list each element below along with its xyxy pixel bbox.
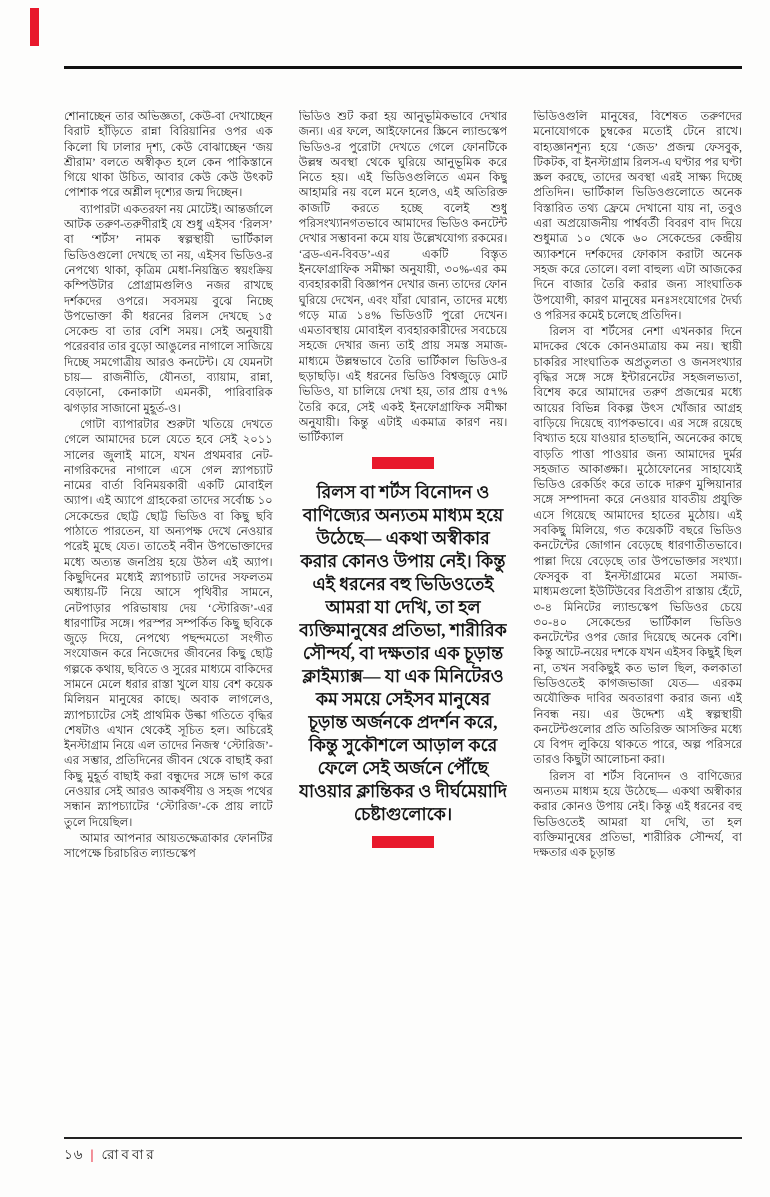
page-number: ১৬ [64,1147,84,1162]
pull-quote [299,457,508,848]
page-footer [64,1144,157,1167]
paragraph: রিলস বা শর্টস বিনোদন ও বাণিজ্যের অন্যতম মাধ্যম হয়ে উঠেছে— একথা অস্বীকার করার কোনও উপায় নেই। কিন্তু এই ধরনের বহু ভিডিওতেই আমরা যা দেখি, তা হল ব্যক্তিমানুষের প্রতিভা, শারীরিক সৌন্দর্য, বা দক্ষতার এক চূড়ান্ত [533,770,743,860]
pull-quote-top-bar [372,457,434,469]
paragraph: ভিডিওগুলি মানুষের, বিশেষত তরুণদের মনোযোগকে চুম্বকের মতোই টেনে রাখে। বাহ্যজ্ঞানশূন্য হয়ে ‘জেড’ প্রজন্ম ফেসবুক, টিকটক, বা ইনস্টাগ্রাম রিলস-এ ঘণ্টার পর ঘণ্টা স্ক্রল করছে, তাদের অবস্থা এরই সাক্ষ্য দিচ্ছে প্রতিদিন। ভার্টিকাল ভিডিওগুলোতে অনেক বিস্তারিত তথ্য ফ্রেমে দেখানো যায় না, তবুও এরা অপ্রয়োজনীয় পার্শ্ববর্তী বিবরণ বাদ দিয়ে শুধুমাত্র ১০ থেকে ৬০ সেকেন্ডের কেন্দ্রীয় অ্যাকশনে দর্শকদের ফোকাস করাটা অনেক সহজ করে তোলে। বলা বাহুল্য এটা আজকের দিনে বাজার তৈরি করার জন্য সাংঘাতিক উপযোগী, কারণ মানুষের মনঃসংযোগের দৈর্ঘ্য ও পরিসর কমেই চলেছে প্রতিদিন। [533,111,743,322]
bottom-rule [64,1137,742,1139]
column-3 [533,110,742,1127]
paragraph: আমার আপনার আয়তক্ষেত্রাকার ফোনটির সাপেক্ষে চিরাচরিত ল্যান্ডস্কেপ [64,832,273,861]
paragraph: ভিডিও শুট করা হয় আনুভূমিকভাবে দেখার জন্য। এর ফলে, আইফোনের স্ক্রিনে ল্যান্ডস্কেপ ভিডিও-র পুরোটা দেখতে গেলে ফোনটিকে উল্লম্ব অবস্থা থেকে ঘুরিয়ে আনুভূমিক করে নিতে হয়। এই ভিডিওগুলিতে এমন কিছু আহামরি নয় বলে মনে হলেও, এই অতিরিক্ত কাজটি করতে হচ্ছে বলেই শুধু পরিসংখ্যানগতভাবে আমাদের ভিডিও কনটেন্ট দেখার সম্ভাবনা কমে যায় উল্লেখযোগ্য রকমের। ‘ব্রড-এন-বিবড’-এর একটি বিস্তৃত ইনফোগ্রাফিক সমীক্ষা অনুযায়ী, ৩০%-এর কম ব্যবহারকারী বিজ্ঞাপন দেখার জন্য তাদের ফোন ঘুরিয়ে দেখেন, এবং যাঁরা ঘোরান, তাদের মধ্যে গড়ে মাত্র ১৪% ভিডিওটি পুরো দেখেন। এমতাবস্থায় মোবাইল ব্যবহারকারীদের সবচেয়ে সহজে দেখার জন্য তাই প্রায় সমস্ত সমাজ-মাধ্যমে উল্লম্বভাবে তৈরি ভার্টিকাল ভিডিও-র ছড়াছড়ি। এই ধরনের ভিডিও বিশ্বজুড়ে মোট ভিডিও, যা চালিয়ে দেখা হয়, তার প্রায় ৫৭% তৈরি করে, সেই একই ইনফোগ্রাফিক সমীক্ষা অনুযায়ী। কিন্তু এটাই একমাত্র কারণ নয়। ভার্টিক্যাল [298,111,508,445]
column-2 [299,110,508,1127]
paragraph: শোনাচ্ছেন তার অভিজ্ঞতা, কেউ-বা দেখাচ্ছেন বিরাট হাঁড়িতে রান্না বিরিয়ানির ওপর এক কিলো ঘি ঢালার দৃশ্য, কেউ বোঝাচ্ছেন ‘জয় শ্রীরাম’ বলতে অস্বীকৃত হলে কেন পাকিস্তানে গিয়ে থাকা উচিত, আবার কেউ কেউ উৎকট পোশাক পরে অশ্লীল দৃশ্যের জন্ম দিচ্ছেন। [64,111,273,200]
top-rule [64,66,742,69]
red-corner-mark [30,8,39,46]
paragraph: গোটা ব্যাপারটার শুরুটা খতিয়ে দেখতে গেলে আমাদের চলে যেতে হবে সেই ২০১১ সালের জুলাই মাসে, যখন প্রথমবার নেট-নাগরিকদের নাগালে এসে গেল স্ন্যাপচ্যাট নামের বার্তা বিনিময়কারী একটি মোবাইল অ্যাপ। এই অ্যাপে গ্রাহকেরা তাদের সর্বোচ্চ ১০ সেকেন্ডের ছোট্ট ছোট্ট ভিডিও বা কিছু ছবি পাঠাতে পারতেন, যা অন্যপক্ষ দেখে নেওয়ার পরেই মুছে যেত। তাতেই নবীন উপভোক্তাদের মধ্যে অত্যন্ত জনপ্রিয় হয়ে উঠল এই অ্যাপ। কিছুদিনের মধ্যেই স্ন্যাপচ্যাট তাদের সফলতম অধ্যায়-টি নিয়ে আসে পৃথিবীর সামনে, নেটপাড়ার পরিভাষায় দেয় ‘স্টোরিজ’-এর ধারণাটির সঙ্গে। পরস্পর সম্পর্কিত কিছু ছবিকে জুড়ে দিয়ে, নেপথ্যে পছন্দমতো সংগীত সংযোজন করে নিজেদের জীবনের কিছু ছোট্ট গল্পকে কথায়, ছবিতে ও সুরের মাধ্যমে বাকিদের সামনে মেলে ধরার রাস্তা খুলে যায় বেশ কয়েক মিলিয়ন মানুষের কাছে। অবাক লাগলেও, স্ন্যাপচ্যাটের সেই প্রাথমিক উল্কা গতিতে বৃদ্ধির শেষটাও এখান থেকেই সূচিত হল। অচিরেই ইনস্টাগ্রাম নিয়ে এল তাদের নিজস্ব ‘স্টোরিজ’-এর সম্ভার, প্রতিদিনের জীবন থেকে বাছাই করা কিছু মুহূর্ত বাছাই করা বন্ধুদের সঙ্গে ভাগ করে নেওয়ার সেই আরও আকর্ষণীয় ও সহজ পথের সন্ধান স্ন্যাপচ্যাটের ‘স্টোরিজ’-কে প্রায় লাটে তুলে দিয়েছিল। [64,418,273,829]
pull-quote-text: রিলস বা শর্টস বিনোদন ও বাণিজ্যের অন্যতম মাধ্যম হয়ে উঠেছে— একথা অস্বীকার করার কোনও উপায় নেই। কিন্তু এই ধরনের বহু ভিডিওতেই আমরা যা দেখি, তা হল ব্যক্তিমানুষের প্রতিভা, শারীরিক সৌন্দর্য, বা দক্ষতার এক চূড়ান্ত ক্লাইম্যাক্স— যা এক মিনিটেরও কম সময়ে সেইসব মানুষের চূড়ান্ত অর্জনকে প্রদর্শন করে, কিন্তু সুকৌশলে আড়াল করে ফেলে সেই অর্জনে পৌঁছে যাওয়ার ক্লান্তিকর ও দীর্ঘমেয়াদি চেষ্টাগুলোকে। [298,481,508,824]
column-1 [64,110,273,1127]
article-body [64,110,742,1127]
pull-quote-bottom-bar [372,836,434,848]
paragraph: ব্যাপারটা একতরফা নয় মোটেই। আন্তর্জালে আটক তরুণ-তরুণীরাই যে শুধু এইসব ‘রিলস’ বা ‘শর্টস’ নামক স্বল্পস্থায়ী ভার্টিকাল ভিডিওগুলো দেখছে তা নয়, এইসব ভিডিও-র নেপথ্যে থাকা, কৃত্রিম মেধা-নিয়ন্ত্রিত স্বয়ংক্রিয় কম্পিউটার প্রোগ্রামগুলিও নজর রাখছে দর্শকদের ওপরে। সবসময় বুঝে নিচ্ছে উপভোক্তা কী ধরনের রিলস দেখছে ১৫ সেকেন্ড বা তার বেশি সময়। সেই অনুযায়ী পরেরবার তার বুড়ো আঙুলের নাগালে সাজিয়ে দিচ্ছে সমগোত্রীয় আরও কনটেন্ট। যে যেমনটা চায়— রাজনীতি, যৌনতা, ব্যায়াম, রান্না, বেড়ানো, কেনাকাটা এমনকী, পারিবারিক ঝগড়ার সাজানো মুহূর্ত-ও। [64,203,273,415]
paragraph: রিলস বা শর্টসের নেশা এখনকার দিনে মাদকের থেকে কোনওমাত্রায় কম নয়। স্থায়ী চাকরির সাংঘাতিক অপ্রতুলতা ও জনসংখ্যার বৃদ্ধির সঙ্গে সঙ্গে ইন্টারনেটের সহজলভ্যতা, বিশেষ করে আমাদের তরুণ প্রজন্মের মধ্যে আয়ের বিভিন্ন বিকল্প উৎস খোঁজার আগ্রহ বাড়িয়ে দিয়েছে ব্যাপকভাবে। এর সঙ্গে রয়েছে বিখ্যাত হয়ে যাওয়ার হাতছানি, অনেকের কাছে বাড়তি পাত্তা পাওয়ার জন্য আমাদের দুর্মর সহজাত আকাঙ্ক্ষা। মুঠোফোনের সাহায্যেই ভিডিও রেকর্ডিং করে তাকে দারুণ মুন্সিয়ানার সঙ্গে সম্পাদনা করে নেওয়ার যাবতীয় প্রযুক্তি এসে গিয়েছে আমাদের হাতের মুঠোয়। এই সবকিছু মিলিয়ে, গত কয়েকটি বছরে ভিডিও কনটেন্টের জোগান বেড়েছে ধারণাতীতভাবে। পাল্লা দিয়ে বেড়েছে তার উপভোক্তার সংখ্যা। ফেসবুক বা ইনস্টাগ্রামের মতো সমাজ-মাধ্যমগুলো ইউটিউবের বিপ্রতীপ রাস্তায় হেঁটে, ৩-৪ মিনিটের ল্যান্ডস্কেপ ভিডিওর চেয়ে ৩০-৪০ সেকেন্ডের ভার্টিকাল ভিডিও কনটেন্টের ওপর জোর দিয়েছে অনেক বেশি। কিন্তু আটে-নয়ের দশকে যখন এইসব কিছুই ছিল না, তখন সবকিছুই কত ভাল ছিল, কলকাতা ভিডিওতেই কাগজভাজা যেত— এরকম অযৌক্তিক দাবির অবতারণা করার জন্য এই নিবন্ধ নয়। এর উদ্দেশ্য এই স্বল্পস্থায়ী কনটেন্টগুলোর প্রতি অতিরিক্ত আসক্তির মধ্যে যে বিপদ লুকিয়ে থাকতে পারে, অল্প পরিসরে তারও কিছুটা আলোচনা করা। [533,326,743,767]
footer-separator: | [90,1147,95,1162]
publication-name: রোববার [101,1147,157,1162]
